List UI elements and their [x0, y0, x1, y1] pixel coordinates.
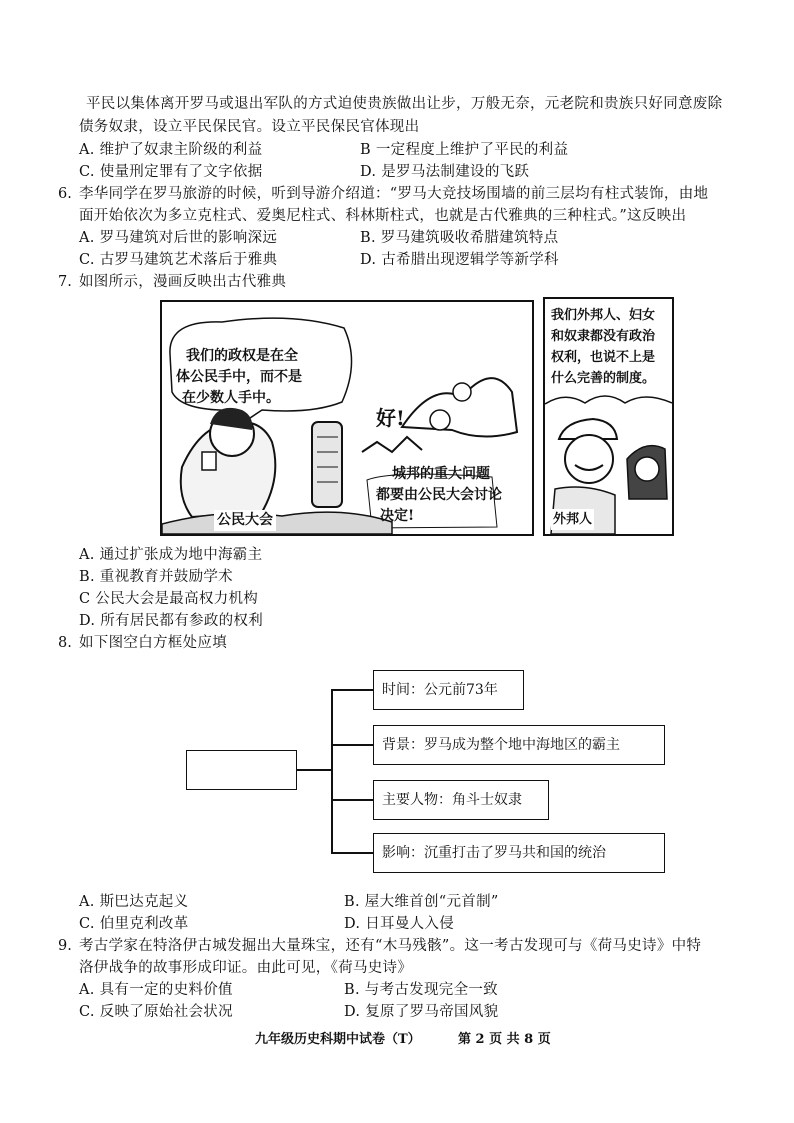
q8-text: 如下图空白方框处应填 — [79, 635, 227, 651]
q7-text: 如图所示，漫画反映出古代雅典 — [79, 274, 287, 290]
q7-option-b: B. 重视教育并鼓励学术 — [79, 569, 233, 585]
info-box-impact: 影响：沉重打击了罗马共和国的统治 — [373, 833, 665, 873]
q7-number: 7. — [58, 274, 72, 290]
footer-exam-name: 九年级历史科期中试卷（T） — [255, 1032, 421, 1047]
footer-page-number: 第 2 页 共 8 页 — [458, 1032, 551, 1047]
cartoon-right-line3: 权利，也说不上是 — [551, 350, 656, 365]
cartoon-bubble-line2: 体公民手中，而不是 — [176, 369, 302, 385]
connector-branch-3 — [331, 799, 373, 801]
info-box-time: 时间：公元前73年 — [373, 670, 524, 710]
q7-option-a: A. 通过扩张成为地中海霸主 — [79, 547, 263, 563]
cartoon-bubble-line3: 在少数人手中。 — [182, 390, 280, 406]
q6-option-d: D. 古希腊出现逻辑学等新学科 — [360, 252, 559, 268]
q5-text-line1: 平民以集体离开罗马或退出军队的方式迫使贵族做出让步，万般无奈，元老院和贵族只好同意废除 — [86, 96, 723, 112]
cartoon-label-assembly: 公民大会 — [214, 510, 276, 531]
q8-option-c: C. 伯里克利改革 — [79, 916, 189, 932]
cartoon-caption-line3: 决定! — [380, 508, 415, 524]
info-box-figures: 主要人物：角斗士奴隶 — [373, 780, 549, 820]
q7-option-c: C 公民大会是最高权力机构 — [79, 591, 259, 607]
connector-branch-1 — [331, 689, 373, 691]
cartoon-right-line2: 和奴隶都没有政治 — [551, 329, 656, 344]
cartoon-right-line1: 我们外邦人、妇女 — [551, 308, 656, 323]
q5-option-a: A. 维护了奴隶主阶级的利益 — [79, 142, 263, 158]
cartoon-panel-foreigner — [543, 297, 674, 536]
q8-number: 8. — [58, 635, 72, 651]
q9-option-b: B. 与考古发现完全一致 — [344, 982, 498, 998]
q9-option-a: A. 具有一定的史料价值 — [79, 982, 233, 998]
q9-text-line2: 洛伊战争的故事形成印证。由此可见，《荷马史诗》 — [79, 960, 413, 976]
blank-answer-box — [186, 750, 297, 790]
q6-option-c: C. 古罗马建筑艺术落后于雅典 — [79, 252, 278, 268]
q5-text-line2: 债务奴隶，设立平民保民官。设立平民保民官体现出 — [79, 119, 420, 135]
cartoon-right-line4: 什么完善的制度。 — [551, 371, 656, 386]
info-box-background: 背景：罗马成为整个地中海地区的霸主 — [373, 725, 665, 765]
cartoon-bubble-line1: 我们的政权是在全 — [186, 348, 298, 364]
connector-branch-4 — [331, 852, 373, 854]
cartoon-caption-line2: 都要由公民大会讨论 — [376, 487, 502, 503]
q6-text-line2: 面开始依次为多立克柱式、爱奥尼柱式、科林斯柱式，也就是古代雅典的三种柱式。”这反映出 — [79, 208, 687, 224]
cartoon-shout: 好! — [376, 406, 405, 430]
q6-number: 6. — [58, 186, 72, 202]
q9-option-d: D. 复原了罗马帝国风貌 — [344, 1004, 499, 1020]
q9-text-line1: 考古学家在特洛伊古城发掘出大量珠宝，还有“木马残骸”。这一考古发现可与《荷马史诗》中特 — [79, 938, 702, 954]
cartoon-label-foreigner: 外邦人 — [551, 509, 594, 530]
q6-option-a: A. 罗马建筑对后世的影响深远 — [79, 230, 278, 246]
q8-option-b: B. 屋大维首创“元首制” — [344, 894, 499, 910]
q9-option-c: C. 反映了原始社会状况 — [79, 1004, 233, 1020]
connector-branch-2 — [331, 744, 373, 746]
q9-number: 9. — [58, 938, 72, 954]
cartoon-caption-line1: 城邦的重大问题 — [392, 466, 490, 482]
connector-vertical — [331, 689, 333, 852]
cartoon-panel-assembly — [160, 300, 534, 536]
q7-option-d: D. 所有居民都有参政的权利 — [79, 613, 264, 629]
connector-horizontal — [297, 769, 331, 771]
q5-option-c: C. 使量刑定罪有了文字依据 — [79, 164, 263, 180]
q6-option-b: B. 罗马建筑吸收希腊建筑特点 — [360, 230, 559, 246]
q6-text-line1: 李华同学在罗马旅游的时候，听到导游介绍道：“罗马大竞技场围墙的前三层均有柱式装饰，由地 — [79, 186, 709, 202]
q8-option-d: D. 日耳曼人入侵 — [344, 916, 455, 932]
q8-option-a: A. 斯巴达克起义 — [79, 894, 189, 910]
q5-option-d: D. 是罗马法制建设的飞跃 — [360, 164, 530, 180]
q5-option-b: B 一定程度上维护了平民的利益 — [360, 142, 569, 158]
